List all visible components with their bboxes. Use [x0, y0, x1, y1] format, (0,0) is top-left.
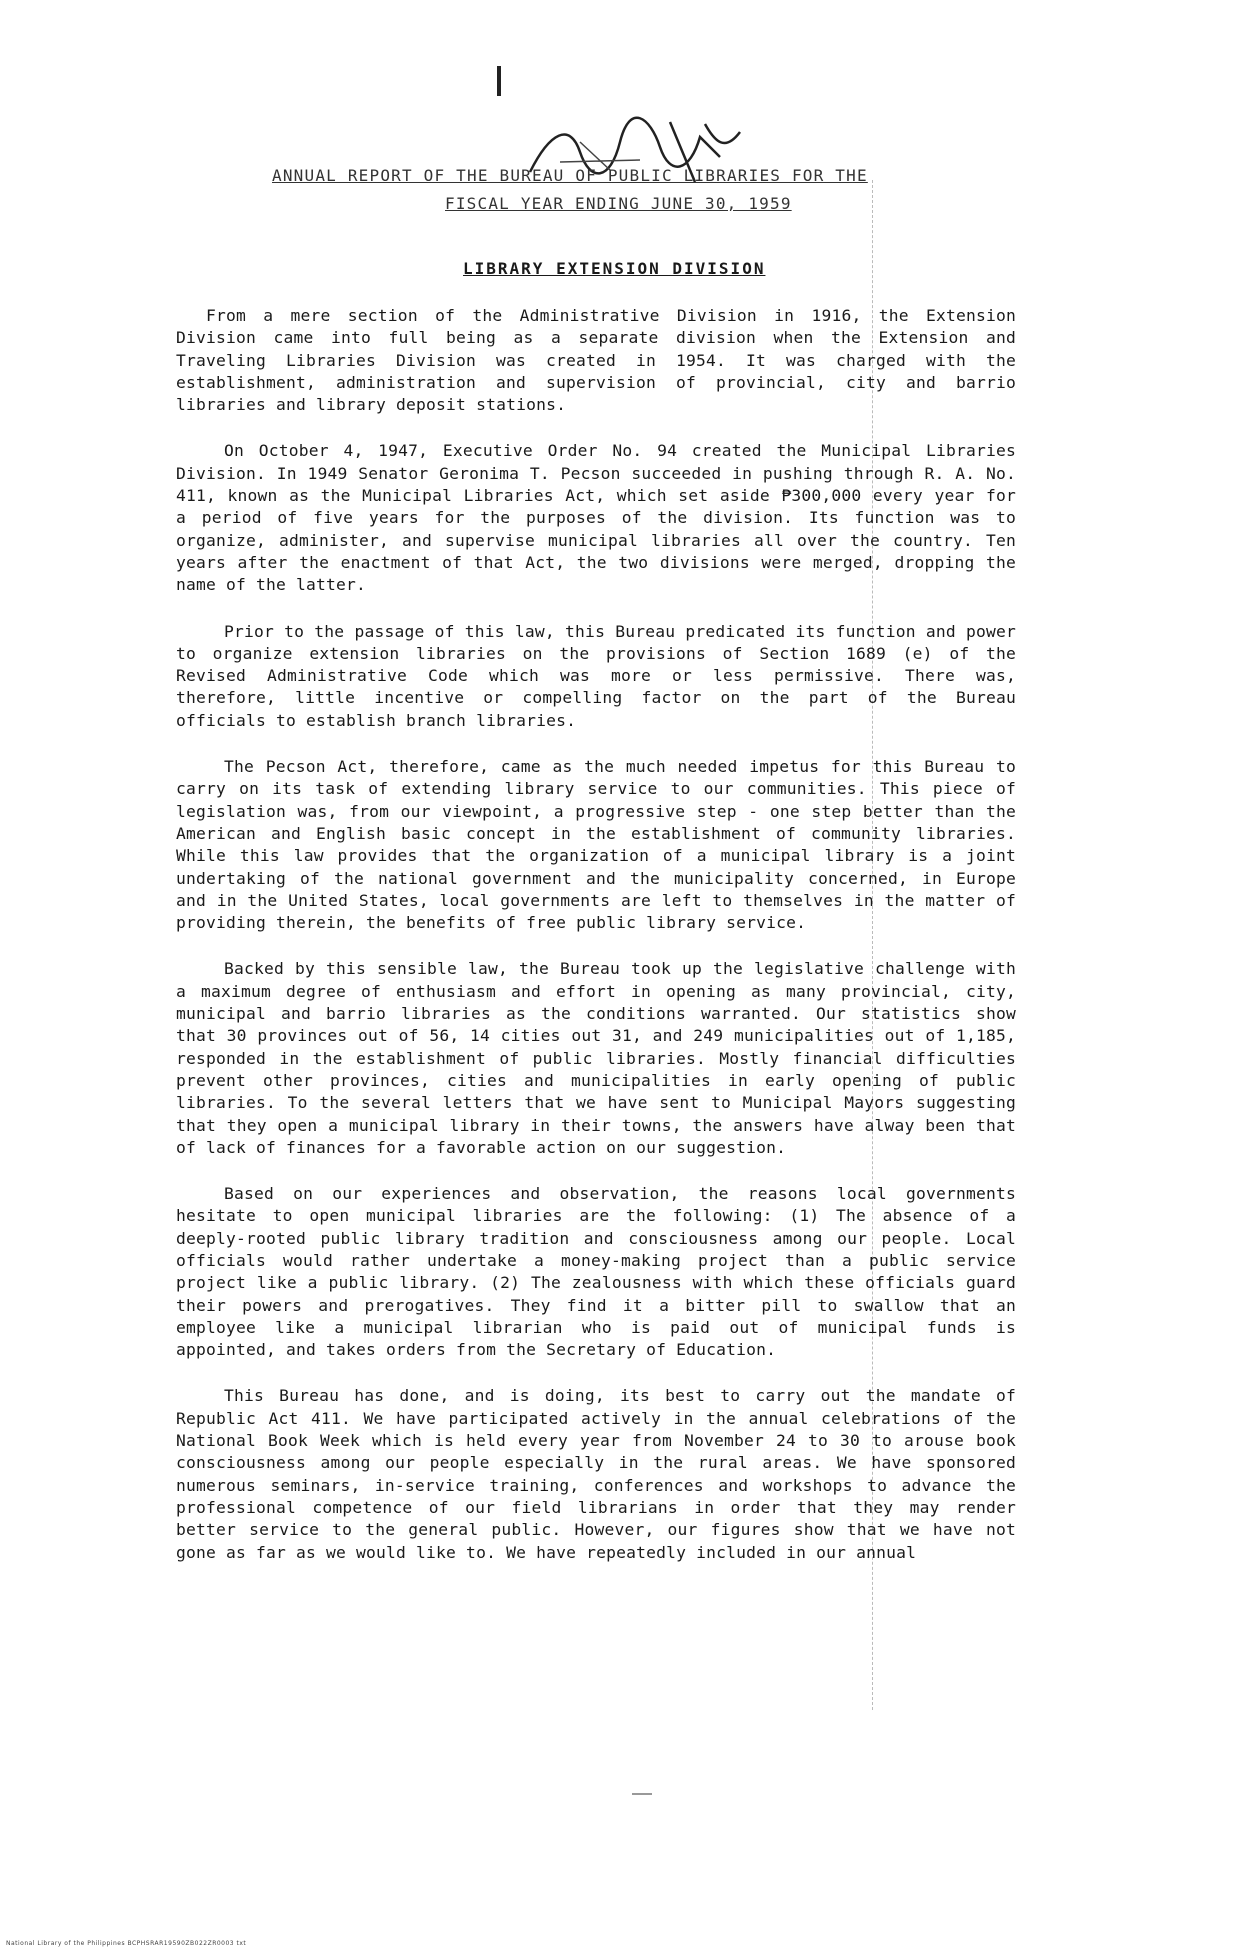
paragraph-2: On October 4, 1947, Executive Order No. 94 created the Municipal Libraries Division. In 1949 Senator Geronima T. Pecson succeeded in pushing through R. A. No. 411, known as the Municipal Libraries Act, which set aside ₱300,000 every year for a period of five years for the purposes of the division. Its function was to organize, administer, and supervise municipal libraries all over the country. Ten years after the enactment of that Act, the two divisions were merged, dropping the name of the latter. — [176, 441, 1016, 595]
paragraph-4: The Pecson Act, therefore, came as the much needed impetus for this Bureau to carry on its task of extending library service to our communities. This piece of legislation was, from our viewpoint, a progressive step - one step better than the American and English basic concept in the establishment of community libraries. While this law provides that the organization of a municipal library is a joint undertaking of the national government and the municipality concerned, in Europe and in the United States, local governments are left to themselves in the matter of providing therein, the benefits of free public library service. — [176, 757, 1016, 933]
report-title-line1: ANNUAL REPORT OF THE BUREAU OF PUBLIC LIBRARIES FOR THE — [272, 166, 868, 185]
paragraph-1: From a mere section of the Administrative Division in 1916, the Extension Division came into full being as a separate division when the Extension and Traveling Libraries Division was created in 1954. It was charged with the establishment, administration and supervision of provincial, city and barrio libraries and library deposit stations. — [176, 306, 1016, 415]
page-mark — [632, 1793, 652, 1795]
section-title: LIBRARY EXTENSION DIVISION — [463, 259, 766, 278]
paragraph-6: Based on our experiences and observation, the reasons local governments hesitate to open municipal libraries are the following: (1) The absence of a deeply-rooted public library tradition and consciousness among our people. Local officials would rather undertake a money-making project than a public service project like a public library. (2) The zealousness with which these officials guard their powers and prerogatives. They find it a bitter pill to swallow that an employee like a municipal librarian who is paid out of municipal funds is appointed, and takes orders from the Secretary of Education. — [176, 1184, 1016, 1360]
archive-footer: National Library of the Philippines BCPHSRAR19590ZB022ZR0003 txt — [6, 1940, 247, 1947]
paragraph-3: Prior to the passage of this law, this Bureau predicated its function and power to organize extension libraries on the provisions of Section 1689 (e) of the Revised Administrative Code which was more or less permissive. There was, therefore, little incentive or compelling factor on the part of the Bureau officials to establish branch libraries. — [176, 621, 1016, 730]
stamp-mark — [497, 66, 501, 96]
paragraph-5: Backed by this sensible law, the Bureau took up the legislative challenge with a maximum degree of enthusiasm and effort in opening as many provincial, city, municipal and barrio libraries as the conditions warranted. Our statistics show that 30 provinces out of 56, 14 cities out 31, and 249 municipalities out of 1,185, responded in the establishment of public libraries. Mostly financial difficulties prevent other provinces, cities and municipalities in early opening of public libraries. To the several letters that we have sent to Municipal Mayors suggesting that they open a municipal library in their towns, the answers have alway been that of lack of finances for a favorable action on our suggestion. — [176, 959, 1016, 1157]
paragraph-7: This Bureau has done, and is doing, its best to carry out the mandate of Republic Act 411. We have participated actively in the annual celebrations of the National Book Week which is held every year from November 24 to 30 to arouse book consciousness among our people especially in the rural areas. We have sponsored numerous seminars, in-service training, conferences and workshops to advance the professional competence of our field librarians in order that they may render better service to the general public. However, our figures show that we have not gone as far as we would like to. We have repeatedly included in our annual — [176, 1386, 1016, 1562]
body-text — [176, 305, 1016, 1588]
report-title-line2: FISCAL YEAR ENDING JUNE 30, 1959 — [445, 194, 792, 213]
